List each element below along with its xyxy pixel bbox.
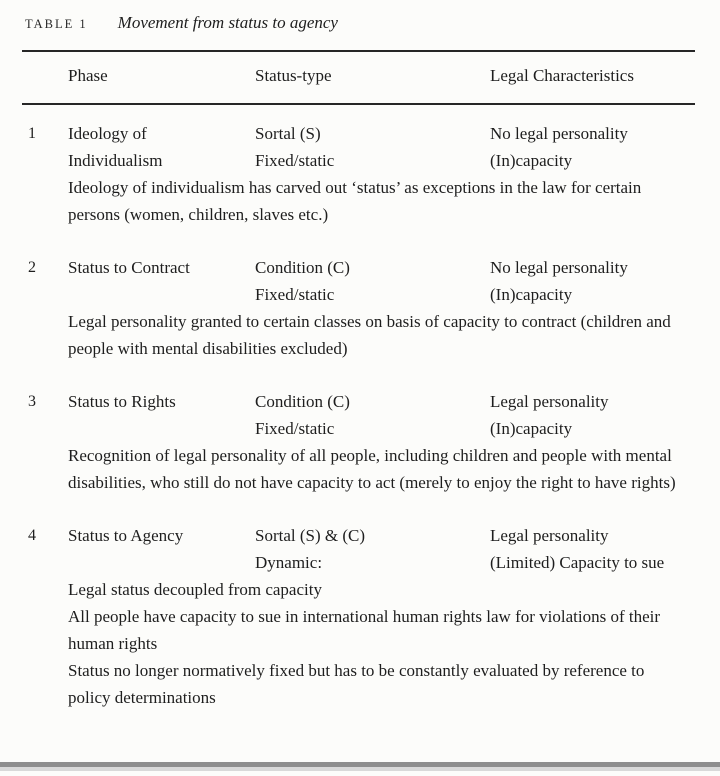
cell-line: (In)capacity [490, 285, 573, 304]
status-type-cell [255, 254, 490, 308]
column-header-status-type: Status-type [255, 66, 332, 85]
status-type-cell [255, 388, 490, 442]
cell-line: Condition (C) [255, 392, 350, 411]
cell-line: No legal personality [490, 124, 628, 143]
row-notes [68, 174, 678, 228]
legal-characteristics-cell [490, 522, 695, 576]
cell-line: Sortal (S) [255, 124, 321, 143]
phase-number: 2 [28, 259, 36, 276]
phase-number: 4 [28, 527, 36, 544]
row-note: Legal status decoupled from capacity [68, 580, 322, 599]
row-main [28, 120, 695, 174]
row-main [28, 522, 695, 576]
status-type-cell [255, 522, 490, 576]
table-header-row [22, 52, 695, 103]
phase-cell [68, 388, 255, 442]
row-notes [68, 442, 678, 496]
page-bottom-rule [0, 762, 720, 771]
cell-line: Dynamic: [255, 553, 323, 572]
cell-line: Fixed/static [255, 285, 335, 304]
cell-line: Status to Contract [68, 258, 190, 277]
row-note: All people have capacity to sue in international human rights law for violations of their human rights [68, 607, 661, 653]
row-main [28, 388, 695, 442]
row-main [28, 254, 695, 308]
row-notes [68, 576, 678, 711]
cell-line: Legal personality [490, 526, 609, 545]
table-row [28, 120, 695, 228]
header-spacer [28, 64, 68, 88]
table-body [22, 120, 695, 711]
row-notes [68, 308, 678, 362]
cell-line: (In)capacity [490, 151, 573, 170]
cell-line: Legal personality [490, 392, 609, 411]
row-note: Ideology of individualism has carved out ‘status’ as exceptions in the law for certain persons (women, children, slaves etc.) [68, 178, 642, 224]
table-row [28, 388, 695, 496]
cell-line: Status to Agency [68, 526, 184, 545]
cell-line: (In)capacity [490, 419, 573, 438]
table-caption [0, 0, 720, 36]
cell-line: (Limited) Capacity to sue [490, 553, 665, 572]
phase-cell [68, 120, 255, 174]
phase-cell [68, 254, 255, 308]
cell-line: Fixed/static [255, 151, 335, 170]
table-row [28, 254, 695, 362]
cell-line: Sortal (S) & (C) [255, 526, 366, 545]
table-caption-title: Movement from status to agency [117, 13, 338, 32]
header-rule [22, 103, 695, 105]
phase-number: 1 [28, 125, 36, 142]
cell-line: Ideology of [68, 124, 147, 143]
cell-line: No legal personality [490, 258, 628, 277]
column-header-legal-characteristics: Legal Characteristics [490, 66, 634, 85]
legal-characteristics-cell [490, 120, 695, 174]
status-type-cell [255, 120, 490, 174]
table-caption-label: TABLE 1 [25, 17, 88, 31]
cell-line: Individualism [68, 151, 163, 170]
phase-cell [68, 522, 255, 576]
cell-line: Status to Rights [68, 392, 176, 411]
row-note: Legal personality granted to certain classes on basis of capacity to contract (children and people with mental disabilities excluded) [68, 312, 671, 358]
legal-characteristics-cell [490, 388, 695, 442]
cell-line: Condition (C) [255, 258, 350, 277]
table [22, 50, 695, 711]
legal-characteristics-cell [490, 254, 695, 308]
phase-number: 3 [28, 393, 36, 410]
row-note: Recognition of legal personality of all people, including children and people with mental disabilities, who still do not have capacity to act (merely to enjoy the right to have rights) [68, 446, 676, 492]
column-header-phase: Phase [68, 66, 108, 85]
row-note: Status no longer normatively fixed but has to be constantly evaluated by reference to policy determinations [68, 661, 645, 707]
table-row [28, 522, 695, 711]
cell-line: Fixed/static [255, 419, 335, 438]
